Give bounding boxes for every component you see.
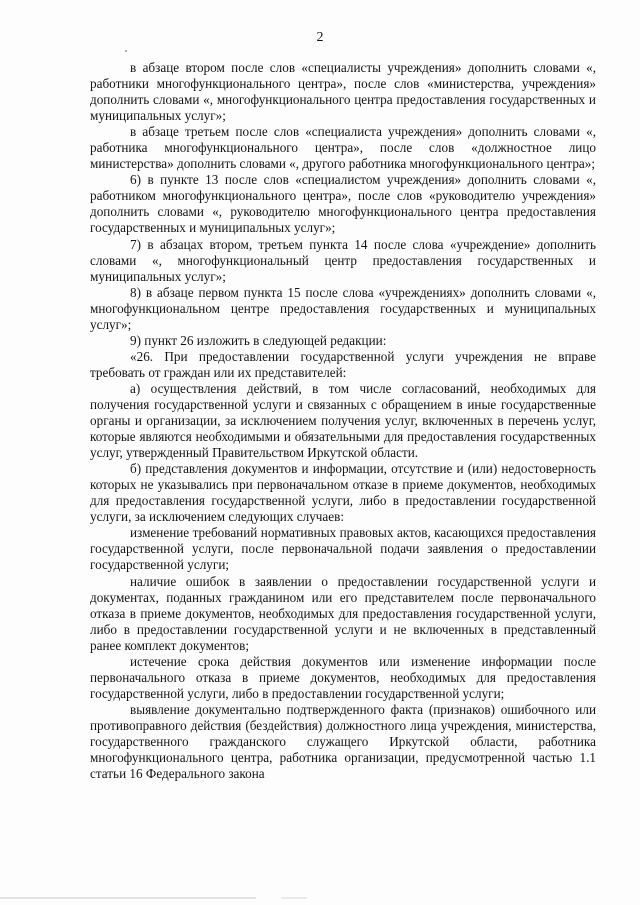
paragraph: изменение требований нормативных правовых актов, касающихся предоставления государственной услуги, после первоначальной подачи заявления о предоставлении государственной услуги; [90, 525, 596, 573]
paragraph: б) представления документов и информации, отсутствие и (или) недостоверность которых не указывались при первоначальном отказе в приеме документов, необходимых для предоставления государственной услуги, либо в предоставлении государственной услуги, за исключением следующих случаев: [90, 461, 596, 525]
scan-artifact-line [0, 897, 640, 899]
paragraph: 6) в пункте 13 после слов «специалистом учреждения» дополнить словами «, работником многофункционального центра», после слов «руководителю учреждения» дополнить словами «, руководителю многофункционального центра предоставления государственных и муниципальных услуг»; [90, 172, 596, 236]
paragraph: наличие ошибок в заявлении о предоставлении государственной услуги и документах, поданных гражданином или его представителем после первоначального отказа в приеме документов, необходимых для предоставления государственной услуги, либо в предоставлении государственной услуги и не включенных в представленный ранее комплект документов; [90, 573, 596, 653]
page-number: 2 [316, 30, 324, 45]
scan-speck [125, 50, 127, 52]
paragraph: 8) в абзаце первом пункта 15 после слова «учреждениях» дополнить словами «, многофункциональном центре предоставления государственных и муниципальных услуг»; [90, 284, 596, 332]
paragraph: а) осуществления действий, в том числе согласований, необходимых для получения государственной услуги и связанных с обращением в иные государственные органы и организации, за исключением получения услуг, включенных в перечень услуг, которые являются необходимыми и обязательными для предоставления государственных услуг, утвержденный Правительством Иркутской области. [90, 380, 596, 461]
document-body [90, 60, 596, 782]
paragraph: истечение срока действия документов или изменение информации после первоначального отказа в приеме документов, необходимых для предоставления государственной услуги, либо в предоставлении государственной услуги; [90, 653, 596, 701]
paragraph: в абзаце третьем после слов «специалиста учреждения» дополнить словами «, работника многофункционального центра», после слов «должностное лицо министерства» дополнить словами «, другого работника многофункционального центра»; [90, 124, 596, 172]
paragraph: выявление документально подтвержденного факта (признаков) ошибочного или противоправного действия (бездействия) должностного лица учреждения, министерства, государственного гражданского служащего Иркутской области, работника многофункционального центра, работника организации, предусмотренной частью 1.1 статьи 16 Федерального закона [90, 701, 596, 782]
paragraph: 9) пункт 26 изложить в следующей редакции: [130, 332, 387, 348]
paragraph: в абзаце втором после слов «специалисты учреждения» дополнить словами «, работники многофункционального центра», после слов «министерства, учреждения» дополнить словами «, многофункционального центра предоставления государственных и муниципальных услуг»; [90, 60, 596, 124]
paragraph: 7) в абзацах втором, третьем пункта 14 после слова «учреждение» дополнить словами «, многофункциональный центр предоставления государственных и муниципальных услуг»; [90, 236, 596, 284]
paragraph: «26. При предоставлении государственной услуги учреждения не вправе требовать от граждан или их представителей: [90, 348, 596, 380]
